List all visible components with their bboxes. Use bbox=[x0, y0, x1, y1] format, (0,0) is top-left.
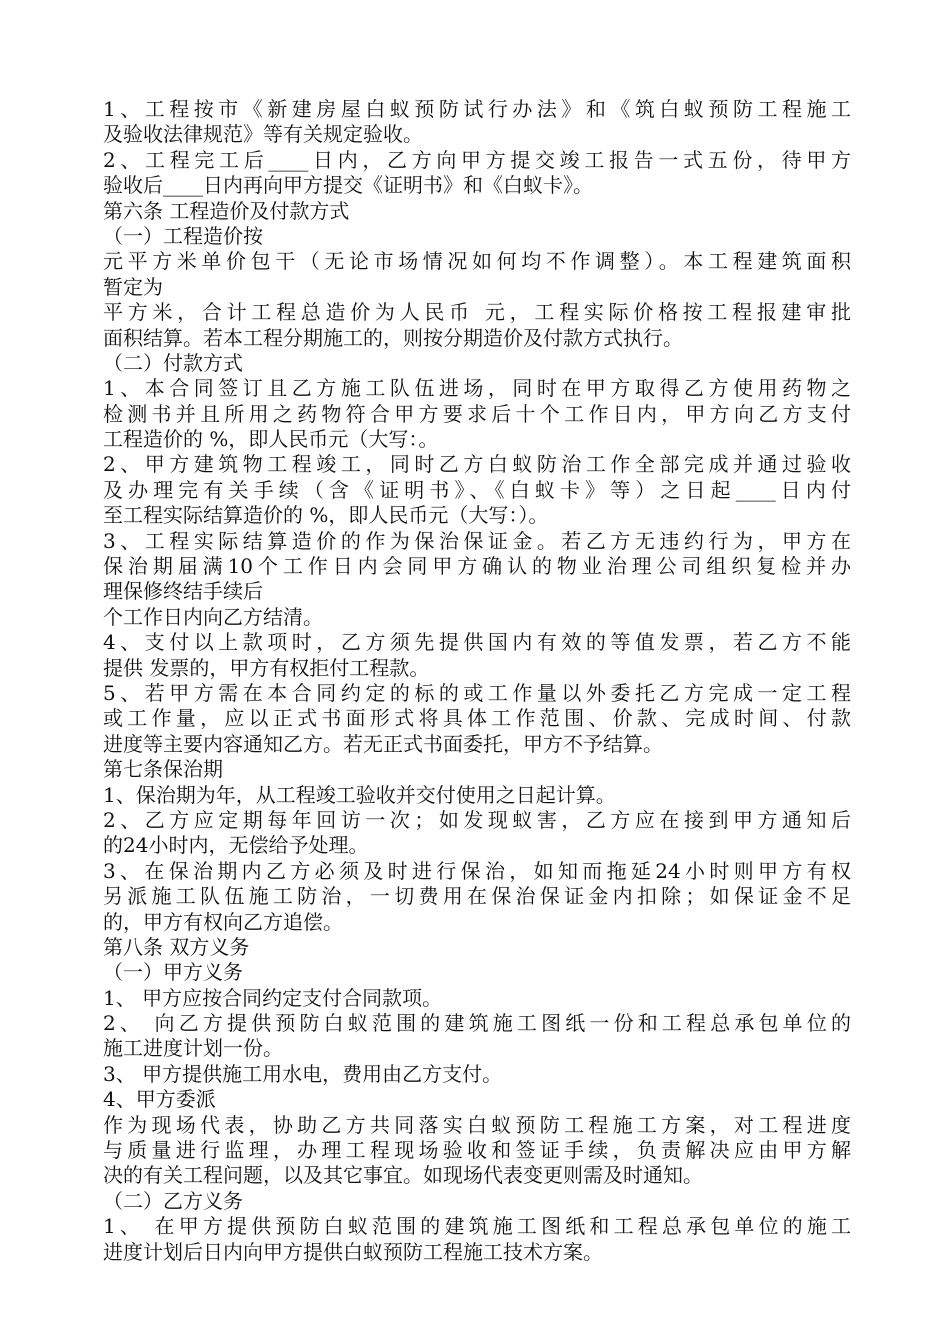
text-line: 的，甲方有权向乙方追偿。 bbox=[103, 909, 343, 934]
text-line: 1、保治期为年，从工程竣工验收并交付使用之日起计算。 bbox=[103, 782, 616, 807]
text-line: 1、 在甲方提供预防白蚁范围的建筑施工图纸和工程总承包单位的施工 bbox=[103, 1214, 851, 1239]
text-line: 第七条保治期 bbox=[103, 757, 223, 782]
text-line: 决的有关工程问题，以及其它事宜。如现场代表变更则需及时通知。 bbox=[103, 1163, 703, 1188]
text-line: 2、甲方建筑物工程竣工，同时乙方白蚁防治工作全部完成并通过验收 bbox=[103, 452, 851, 477]
text-line: 5、若甲方需在本合同约定的标的或工作量以外委托乙方完成一定工程 bbox=[103, 680, 851, 705]
text-line: 保治期届满10个工作日内会同甲方确认的物业治理公司组织复检并办 bbox=[103, 554, 851, 579]
text-line: 2、工程完工后____日内，乙方向甲方提交竣工报告一式五份，待甲方 bbox=[103, 147, 851, 172]
text-line: 验收后____日内再向甲方提交《证明书》和《白蚁卡》。 bbox=[103, 173, 593, 198]
text-line: 另派施工队伍施工防治，一切费用在保治保证金内扣除；如保证金不足 bbox=[103, 884, 851, 909]
text-line: （二）乙方义务 bbox=[103, 1188, 243, 1213]
text-line: 或工作量，应以正式书面形式将具体工作范围、价款、完成时间、付款 bbox=[103, 706, 851, 731]
text-line: 3、在保治期内乙方必须及时进行保治，如知而拖延24小时则甲方有权 bbox=[103, 858, 851, 883]
text-line: 4、甲方委派 bbox=[103, 1087, 216, 1112]
text-line: 平方米，合计工程总造价为人民币 元，工程实际价格按工程报建审批 bbox=[103, 300, 851, 325]
text-line: 1、本合同签订且乙方施工队伍进场，同时在甲方取得乙方使用药物之 bbox=[103, 376, 851, 401]
document-page bbox=[103, 97, 851, 1265]
text-line: 理保修终结手续后 bbox=[103, 579, 263, 604]
text-line: （一）工程造价按 bbox=[103, 223, 263, 248]
text-line: 施工进度计划一份。 bbox=[103, 1036, 283, 1061]
text-line: 与质量进行监理，办理工程现场验收和签证手续，负责解决应由甲方解 bbox=[103, 1138, 851, 1163]
text-line: 第八条 双方义务 bbox=[103, 934, 250, 959]
text-line: 至工程实际结算造价的 %，即人民币元（大写：）。 bbox=[103, 503, 549, 528]
text-line: 3、 甲方提供施工用水电，费用由乙方支付。 bbox=[103, 1061, 503, 1086]
text-line: （一）甲方义务 bbox=[103, 960, 243, 985]
text-line: 面积结算。若本工程分期施工的，则按分期造价及付款方式执行。 bbox=[103, 325, 683, 350]
text-line: 1、 甲方应按合同约定支付合同款项。 bbox=[103, 985, 443, 1010]
text-line: 2、 向乙方提供预防白蚁范围的建筑施工图纸一份和工程总承包单位的 bbox=[103, 1011, 851, 1036]
text-line: 工程造价的 %，即人民币元（大写：。 bbox=[103, 427, 439, 452]
text-line: 3、工程实际结算造价的作为保治保证金。若乙方无违约行为，甲方在 bbox=[103, 528, 851, 553]
text-line: 4、支付以上款项时，乙方须先提供国内有效的等值发票，若乙方不能 bbox=[103, 630, 851, 655]
text-line: 进度计划后日内向甲方提供白蚁预防工程施工技术方案。 bbox=[103, 1239, 603, 1264]
text-line: 第六条 工程造价及付款方式 bbox=[103, 198, 350, 223]
text-line: 作为现场代表，协助乙方共同落实白蚁预防工程施工方案，对工程进度 bbox=[103, 1112, 851, 1137]
text-line: 及办理完有关手续（含《证明书》、《白蚁卡》等）之日起____日内付 bbox=[103, 477, 851, 502]
text-line: 提供 发票的，甲方有权拒付工程款。 bbox=[103, 655, 430, 680]
text-line: 元平方米单价包干（无论市场情况如何均不作调整）。本工程建筑面积 bbox=[103, 249, 851, 274]
text-line: 1、工程按市《新建房屋白蚁预防试行办法》和《筑白蚁预防工程施工 bbox=[103, 97, 851, 121]
text-line: 的24小时内，无偿给予处理。 bbox=[103, 833, 369, 858]
text-line: （二）付款方式 bbox=[103, 350, 243, 375]
text-line: 检测书并且所用之药物符合甲方要求后十个工作日内，甲方向乙方支付 bbox=[103, 401, 851, 426]
text-line: 及验收法律规范》等有关规定验收。 bbox=[103, 122, 423, 147]
text-line: 个工作日内向乙方结清。 bbox=[103, 604, 323, 629]
text-line: 暂定为 bbox=[103, 274, 163, 299]
text-line: 进度等主要内容通知乙方。若无正式书面委托，甲方不予结算。 bbox=[103, 731, 663, 756]
text-line: 2、乙方应定期每年回访一次；如发现蚁害，乙方应在接到甲方通知后 bbox=[103, 807, 851, 832]
